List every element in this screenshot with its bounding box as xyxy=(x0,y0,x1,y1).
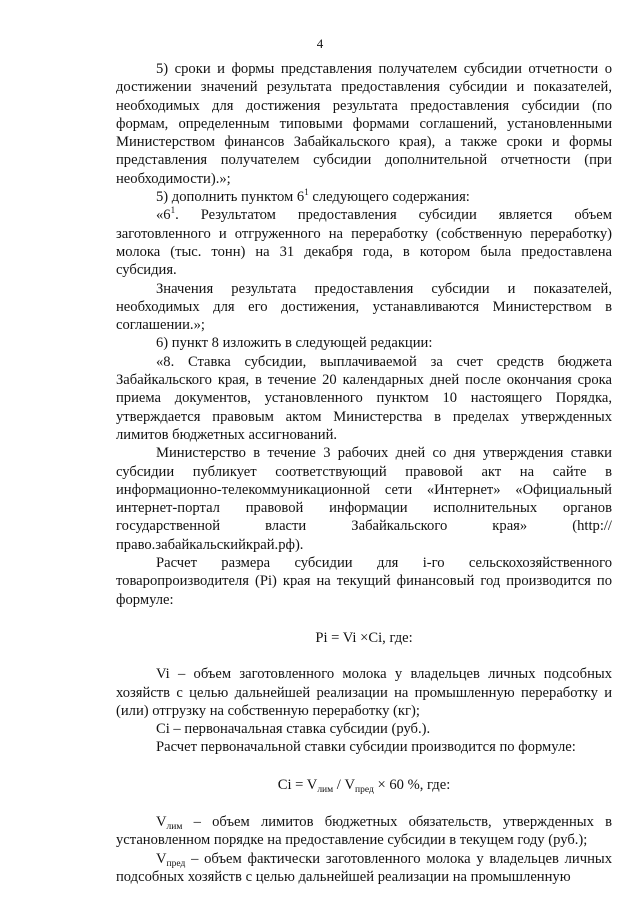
page-number: 4 xyxy=(316,36,324,51)
formula: Pi = Vi ×Ci, где: xyxy=(315,629,413,646)
paragraph: 5) сроки и формы представления получателем субсидии отчетности о достижении значений результата предоставления субсидии и показателей, необходимых для достижения результата предоставления субсидии (по формам, определенным типовыми формами соглашений, установленными Министерством финансов Забайкальского края), а также сроки и формы представления получателем субсидии дополнительной отчетности (при необходимости).»; xyxy=(116,61,612,187)
paragraph: Vi – объем заготовленного молока у владельцев личных подсобных хозяйств с целью дальнейшей реализации на промышленную переработку и (или) отгрузку на собственную переработку (кг); xyxy=(116,666,612,719)
paragraph: 6) пункт 8 изложить в следующей редакции: xyxy=(156,335,433,352)
paragraph: 5) дополнить пунктом $6^1$ следующего содержания: xyxy=(156,187,470,206)
paragraph: «$6^1$. Результатом предоставления субсидии является объем заготовленного и отгруженного на переработку (собственную переработку) молока (тыс. тонн) на 31 декабря года, в котором была предоставлена субсидия. xyxy=(116,205,612,279)
formula: $Ci = V_{лим} / V_{пред} \times 60$ %, где: xyxy=(277,776,451,795)
document-body xyxy=(116,60,612,886)
paragraph: Расчет размера субсидии для i-го сельскохозяйственного товаропроизводителя (Pi) края на текущий финансовый год производится по формуле: xyxy=(116,555,612,608)
paragraph: Министерство в течение 3 рабочих дней со дня утверждения ставки субсидии публикует соответствующий правовой акт на сайте в информационно-телекоммуникационной сети «Интернет» «Официальный интернет-портал правовой информации исполнительных органов государственной власти Забайкальского края» (http://право.забайкальскийкрай.рф). xyxy=(116,445,612,553)
paragraph: Ci – первоначальная ставка субсидии (руб.). xyxy=(156,721,431,738)
paragraph: $V_{пред}$ – объем фактически заготовленного молока у владельцев личных подсобных хозяйств с целью дальнейшей реализации на промышленную xyxy=(116,850,612,885)
paragraph: $V_{лим}$ – объем лимитов бюджетных обязательств, утвержденных в установленном порядке на предоставление субсидии в текущем году (руб.); xyxy=(116,813,612,849)
paragraph: Расчет первоначальной ставки субсидии производится по формуле: xyxy=(156,739,576,756)
paragraph: «8. Ставка субсидии, выплачиваемой за счет средств бюджета Забайкальского края, в течение 20 календарных дней после окончания срока приема документов, установленного пунктом 10 настоящего Порядка, утверждается правовым актом Министерства в пределах утвержденных лимитов бюджетных ассигнований. xyxy=(116,353,612,443)
paragraph: Значения результата предоставления субсидии и показателей, необходимых для его достижения, устанавливаются Министерством в соглашении.»; xyxy=(116,280,612,334)
